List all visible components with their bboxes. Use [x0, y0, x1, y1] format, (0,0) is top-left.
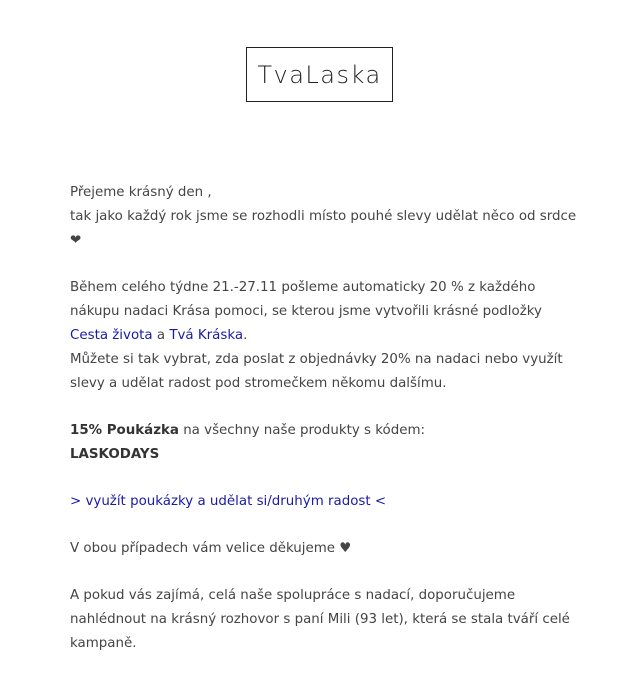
thanks-paragraph: V obou případech vám velice děkujeme ♥	[70, 541, 352, 556]
charity-paragraph	[70, 276, 580, 396]
charity-period: .	[243, 328, 248, 343]
intro-line: tak jako každý rok jsme se rozhodli místo pouhé slevy udělat něco od srdce ❤	[70, 209, 577, 248]
outro-paragraph: A pokud vás zajímá, celá naše spolupráce s nadací, doporučujeme nahlédnout na krásný rozhovor s paní Mili (93 let), která se stala tváří celé kampaně.	[70, 588, 570, 651]
cta-paragraph	[70, 490, 580, 514]
email-header	[0, 0, 640, 160]
brand-logo[interactable]: TvaLaska	[246, 47, 393, 102]
charity-and: a	[152, 328, 170, 343]
link-tva-kraska[interactable]: Tvá Kráska	[169, 328, 244, 343]
voucher-label: 15% Poukázka	[70, 423, 179, 438]
voucher-cta-link[interactable]: > využít poukázky a udělat si/druhým radost <	[70, 494, 387, 509]
charity-text: Během celého týdne 21.-27.11 pošleme automaticky 20 % z každého nákupu nadaci Krása pomoci, se kterou jsme vytvořili krásné podložky	[70, 280, 542, 319]
voucher-text: na všechny naše produkty s kódem:	[178, 423, 426, 438]
voucher-paragraph	[70, 419, 580, 467]
greeting-line: Přejeme krásný den ,	[70, 185, 212, 200]
intro-paragraph	[70, 181, 580, 253]
email-body	[70, 181, 580, 679]
voucher-code: LASKODAYS	[70, 447, 160, 462]
link-cesta-zivota[interactable]: Cesta života	[70, 328, 153, 343]
charity-choice-text: Můžete si tak vybrat, zda poslat z objednávky 20% na nadaci nebo využít slevy a udělat radost pod stromečkem někomu dalšímu.	[70, 352, 563, 391]
